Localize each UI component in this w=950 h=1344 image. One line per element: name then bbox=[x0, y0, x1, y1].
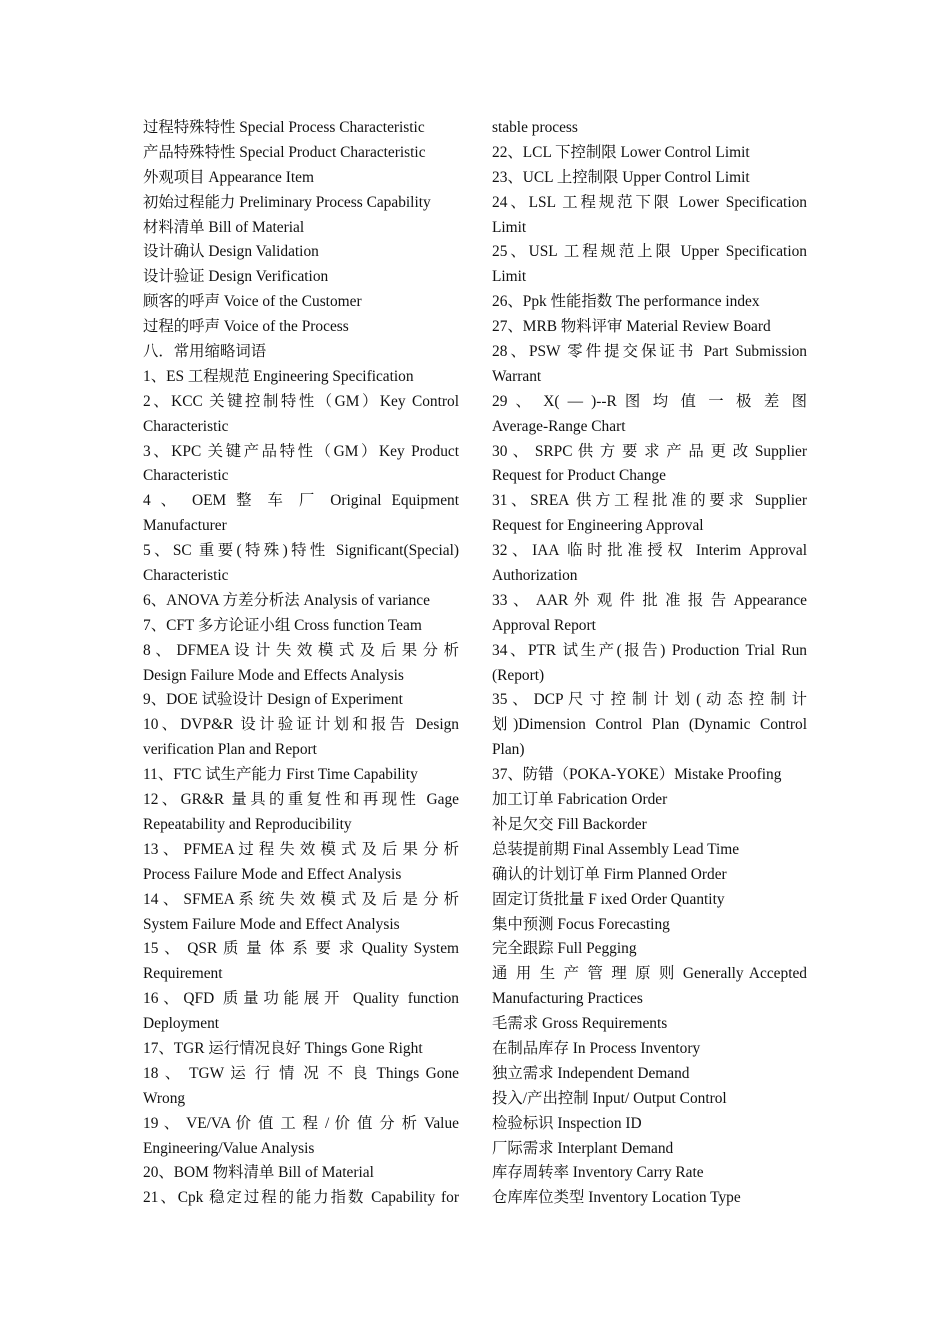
text-line: 独立需求 Independent Demand bbox=[492, 1064, 690, 1082]
text-line: 21、Cpk 稳定过程的能力指数 Capability for bbox=[143, 1189, 459, 1207]
text-line: 库存周转率 Inventory Carry Rate bbox=[492, 1164, 704, 1182]
text-line: System Failure Mode and Effect Analysis bbox=[143, 915, 400, 933]
text-line: 设计验证 Design Verification bbox=[143, 268, 329, 286]
text-line: 35 、 DCP 尺 寸 控 制 计 划 ( 动 态 控 制 计 bbox=[492, 691, 807, 709]
text-line: Manufacturer bbox=[143, 517, 227, 535]
text-line: 加工订单 Fabrication Order bbox=[492, 791, 668, 809]
text-line: 八．常用缩略词语 bbox=[143, 343, 267, 361]
text-line: Deployment bbox=[143, 1015, 220, 1033]
text-line: 3、KPC 关键产品特性（GM）Key Product bbox=[143, 442, 459, 460]
text-line: Design Failure Mode and Effects Analysis bbox=[143, 666, 404, 684]
text-line: 产品特殊特性 Special Product Characteristic bbox=[143, 143, 426, 161]
text-line: 24、LSL 工程规范下限 Lower Specification bbox=[492, 193, 807, 211]
text-line: 6、ANOVA 方差分析法 Analysis of variance bbox=[143, 591, 430, 609]
text-line: Warrant bbox=[492, 367, 542, 385]
text-line: 30 、 SRPC 供 方 要 求 产 品 更 改 Supplier bbox=[492, 442, 807, 460]
text-line: 20、BOM 物料清单 Bill of Material bbox=[143, 1164, 374, 1182]
text-line: verification Plan and Report bbox=[143, 741, 317, 759]
text-line: 4 、 OEM 整 车 厂 Original Equipment bbox=[143, 492, 459, 510]
text-line: 9、DOE 试验设计 Design of Experiment bbox=[143, 691, 403, 709]
text-line: 11、FTC 试生产能力 First Time Capability bbox=[143, 766, 418, 784]
text-line: Authorization bbox=[492, 567, 578, 585]
text-line: 毛需求 Gross Requirements bbox=[492, 1015, 668, 1033]
text-line: 划)Dimension Control Plan (Dynamic Control bbox=[492, 716, 807, 734]
text-line: Manufacturing Practices bbox=[492, 990, 643, 1008]
text-line: Average-Range Chart bbox=[492, 417, 626, 435]
text-line: 检验标识 Inspection ID bbox=[492, 1114, 642, 1132]
text-line: 14 、 SFMEA 系 统 失 效 模 式 及 后 是 分 析 bbox=[143, 890, 459, 908]
text-line: 完全跟踪 Full Pegging bbox=[492, 940, 637, 958]
text-line: 1、ES 工程规范 Engineering Specification bbox=[143, 367, 414, 385]
text-line: 26、Ppk 性能指数 The performance index bbox=[492, 293, 760, 311]
text-line: Process Failure Mode and Effect Analysis bbox=[143, 865, 402, 883]
text-line: 材料清单 Bill of Material bbox=[143, 218, 305, 236]
text-line: 仓库库位类型 Inventory Location Type bbox=[492, 1189, 741, 1207]
text-line: 厂际需求 Interplant Demand bbox=[492, 1139, 674, 1157]
text-line: Characteristic bbox=[143, 417, 229, 435]
text-line: 固定订货批量 F ixed Order Quantity bbox=[492, 890, 725, 908]
text-line: Request for Product Change bbox=[492, 467, 666, 485]
text-line: 在制品库存 In Process Inventory bbox=[492, 1039, 701, 1057]
text-line: 外观项目 Appearance Item bbox=[143, 168, 314, 186]
text-line: 33 、 AAR 外 观 件 批 准 报 告 Appearance bbox=[492, 591, 807, 609]
text-line: Requirement bbox=[143, 965, 223, 983]
text-line: 28、PSW 零件提交保证书 Part Submission bbox=[492, 343, 807, 361]
text-line: 13 、 PFMEA 过 程 失 效 模 式 及 后 果 分 析 bbox=[143, 840, 459, 858]
text-line: Characteristic bbox=[143, 467, 229, 485]
text-line: 29 、 X( — )--R 图 均 值 一 极 差 图 bbox=[492, 392, 807, 410]
text-line: 25、USL 工程规范上限 Upper Specification bbox=[492, 243, 807, 261]
text-line: (Report) bbox=[492, 666, 545, 684]
text-line: 5、SC 重要(特殊)特性 Significant(Special) bbox=[143, 542, 459, 560]
text-line: 10、DVP&R 设计验证计划和报告 Design bbox=[143, 716, 459, 734]
text-line: Wrong bbox=[143, 1089, 186, 1107]
text-line: 过程特殊特性 Special Process Characteristic bbox=[143, 119, 425, 136]
text-line: Characteristic bbox=[143, 567, 229, 585]
text-line: 7、CFT 多方论证小组 Cross function Team bbox=[143, 616, 422, 634]
text-line: 总装提前期 Final Assembly Lead Time bbox=[492, 840, 740, 858]
right-text-column bbox=[492, 116, 807, 1211]
text-line: 19 、 VE/VA 价 值 工 程 / 价 值 分 析 Value bbox=[143, 1114, 459, 1132]
text-line: 2、KCC 关键控制特性（GM）Key Control bbox=[143, 392, 459, 410]
text-line: 23、UCL 上控制限 Upper Control Limit bbox=[492, 168, 750, 186]
text-line: 初始过程能力 Preliminary Process Capability bbox=[143, 193, 431, 211]
text-line: 34、PTR 试生产(报告) Production Trial Run bbox=[492, 641, 807, 659]
text-line: 17、TGR 运行情况良好 Things Gone Right bbox=[143, 1039, 423, 1057]
text-line: Request for Engineering Approval bbox=[492, 517, 704, 535]
text-line: 顾客的呼声 Voice of the Customer bbox=[143, 293, 362, 311]
text-line: 8 、 DFMEA 设 计 失 效 模 式 及 后 果 分 析 bbox=[143, 641, 459, 659]
text-line: 22、LCL 下控制限 Lower Control Limit bbox=[492, 143, 750, 161]
text-line: Limit bbox=[492, 268, 527, 286]
left-text-column bbox=[143, 116, 459, 1211]
text-line: 补足欠交 Fill Backorder bbox=[492, 815, 647, 833]
text-line: Engineering/Value Analysis bbox=[143, 1139, 315, 1157]
text-line: 12、GR&R 量具的重复性和再现性 Gage bbox=[143, 791, 459, 809]
text-line: 32、IAA 临时批准授权 Interim Approval bbox=[492, 542, 807, 560]
text-line: Limit bbox=[492, 218, 527, 236]
text-line: 设计确认 Design Validation bbox=[143, 243, 319, 261]
text-line: 集中预测 Focus Forecasting bbox=[492, 915, 670, 933]
text-line: Plan) bbox=[492, 741, 525, 759]
text-line: Approval Report bbox=[492, 616, 596, 634]
text-line: 27、MRB 物料评审 Material Review Board bbox=[492, 318, 771, 336]
text-line: 过程的呼声 Voice of the Process bbox=[143, 318, 349, 336]
text-line: 投入/产出控制 Input/ Output Control bbox=[492, 1089, 727, 1107]
text-line: 16、QFD 质量功能展开 Quality function bbox=[143, 990, 459, 1008]
text-line: Repeatability and Reproducibility bbox=[143, 815, 352, 833]
text-line: 18 、 TGW 运 行 情 况 不 良 Things Gone bbox=[143, 1064, 459, 1082]
text-line: 15 、 QSR 质 量 体 系 要 求 Quality System bbox=[143, 940, 459, 958]
text-line: 31、SREA 供方工程批准的要求 Supplier bbox=[492, 492, 807, 510]
text-line: 通 用 生 产 管 理 原 则 Generally Accepted bbox=[492, 965, 807, 983]
text-line: 37、防错（POKA-YOKE）Mistake Proofing bbox=[492, 766, 782, 784]
text-line: stable process bbox=[492, 119, 578, 136]
text-line: 确认的计划订单 Firm Planned Order bbox=[492, 865, 727, 883]
